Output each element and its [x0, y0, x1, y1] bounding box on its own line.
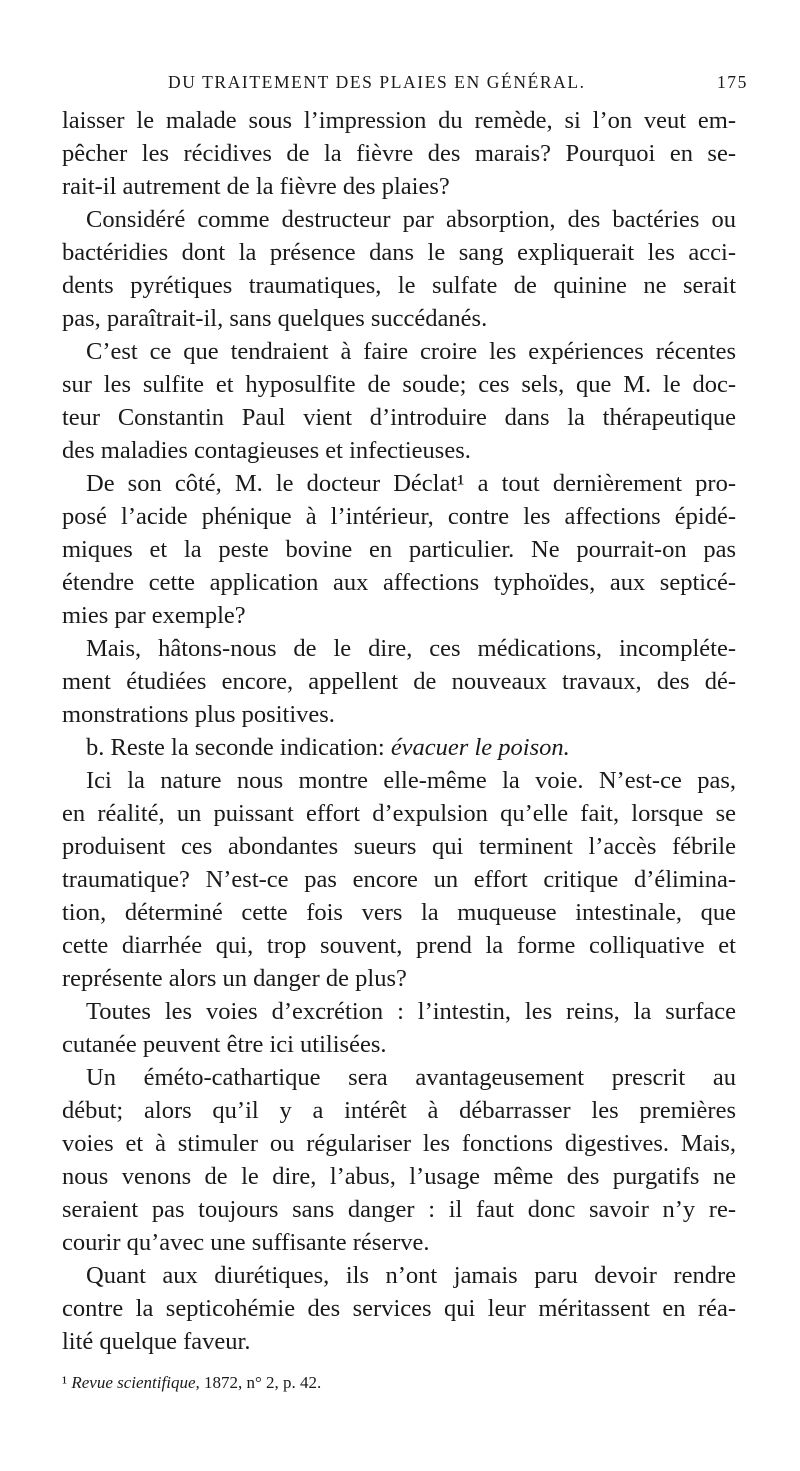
text-line: cutanée peuvent être ici utilisées. [62, 1031, 387, 1058]
text-line: sur les sulfite et hyposulfite de soude; ces sels, que M. le doc- [62, 371, 736, 398]
page-header [168, 72, 748, 96]
text-line: laisser le malade sous l’impression du remède, si l’on veut em- [62, 107, 736, 134]
text-line: courir qu’avec une suffisante réserve. [62, 1229, 430, 1256]
text-line: représente alors un danger de plus? [62, 965, 407, 992]
text-line: bactéridies dont la présence dans le sang expliquerait les acci- [62, 239, 736, 266]
text-line: début; alors qu’il y a intérêt à débarrasser les premières [62, 1097, 736, 1124]
section-b-line [86, 731, 570, 764]
text-line: tion, déterminé cette fois vers la muqueuse intestinale, que [62, 899, 736, 926]
text-line: mies par exemple? [62, 602, 246, 629]
footnote-marker: ¹ [62, 1373, 68, 1392]
text-line: dents pyrétiques traumatiques, le sulfate de quinine ne serait [62, 272, 736, 299]
text-line: ment étudiées encore, appellent de nouveaux travaux, des dé- [62, 668, 736, 695]
text-line: miques et la peste bovine en particulier. Ne pourrait-on pas [62, 536, 736, 563]
section-b-lead: b. Reste la seconde indication: [86, 734, 391, 761]
text-line: étendre cette application aux affections typhoïdes, aux septicé- [62, 569, 736, 596]
text-line: pêcher les récidives de la fièvre des marais? Pourquoi en se- [62, 140, 736, 167]
text-line: C’est ce que tendraient à faire croire les expériences récentes [86, 338, 736, 365]
footnote [62, 1372, 321, 1394]
text-line: monstrations plus positives. [62, 701, 335, 728]
text-line: pas, paraîtrait-il, sans quelques succédanés. [62, 305, 488, 332]
text-line: nous venons de le dire, l’abus, l’usage même des purgatifs ne [62, 1163, 736, 1190]
text-line: traumatique? N’est-ce pas encore un effort critique d’élimina- [62, 866, 736, 893]
text-line: lité quelque faveur. [62, 1328, 251, 1355]
text-line: voies et à stimuler ou régulariser les fonctions digestives. Mais, [62, 1130, 736, 1157]
text-line: Ici la nature nous montre elle-même la voie. N’est-ce pas, [86, 767, 736, 794]
text-line: des maladies contagieuses et infectieuses. [62, 437, 471, 464]
page-number: 175 [716, 72, 748, 92]
text-line: Toutes les voies d’excrétion : l’intestin, les reins, la surface [86, 998, 736, 1025]
text-line: en réalité, un puissant effort d’expulsion qu’elle fait, lorsque se [62, 800, 736, 827]
text-line: Un éméto-cathartique sera avantageusement prescrit au [86, 1064, 736, 1091]
text-line: teur Constantin Paul vient d’introduire dans la thérapeutique [62, 404, 736, 431]
text-line: Considéré comme destructeur par absorption, des bactéries ou [86, 206, 736, 233]
emphasis-evacuer-le-poison: évacuer le poison. [390, 734, 570, 761]
footnote-title: Revue scientifique [71, 1373, 196, 1392]
text-line: seraient pas toujours sans danger : il faut donc savoir n’y re- [62, 1196, 736, 1223]
footnote-citation: , 1872, n° 2, p. 42. [195, 1373, 322, 1392]
text-line: contre la septicohémie des services qui leur méritassent en réa- [62, 1295, 736, 1322]
text-line: produisent ces abondantes sueurs qui terminent l’accès fébrile [62, 833, 736, 860]
text-line: cette diarrhée qui, trop souvent, prend la forme colliquative et [62, 932, 736, 959]
text-line: posé l’acide phénique à l’intérieur, contre les affections épidé- [62, 503, 736, 530]
text-line: Mais, hâtons-nous de le dire, ces médications, incompléte- [86, 635, 736, 662]
text-line: rait-il autrement de la fièvre des plaies? [62, 173, 450, 200]
text-line: Quant aux diurétiques, ils n’ont jamais paru devoir rendre [86, 1262, 736, 1289]
text-line: De son côté, M. le docteur Déclat¹ a tout dernièrement pro- [86, 470, 736, 497]
running-head: DU TRAITEMENT DES PLAIES EN GÉNÉRAL. [168, 72, 586, 92]
